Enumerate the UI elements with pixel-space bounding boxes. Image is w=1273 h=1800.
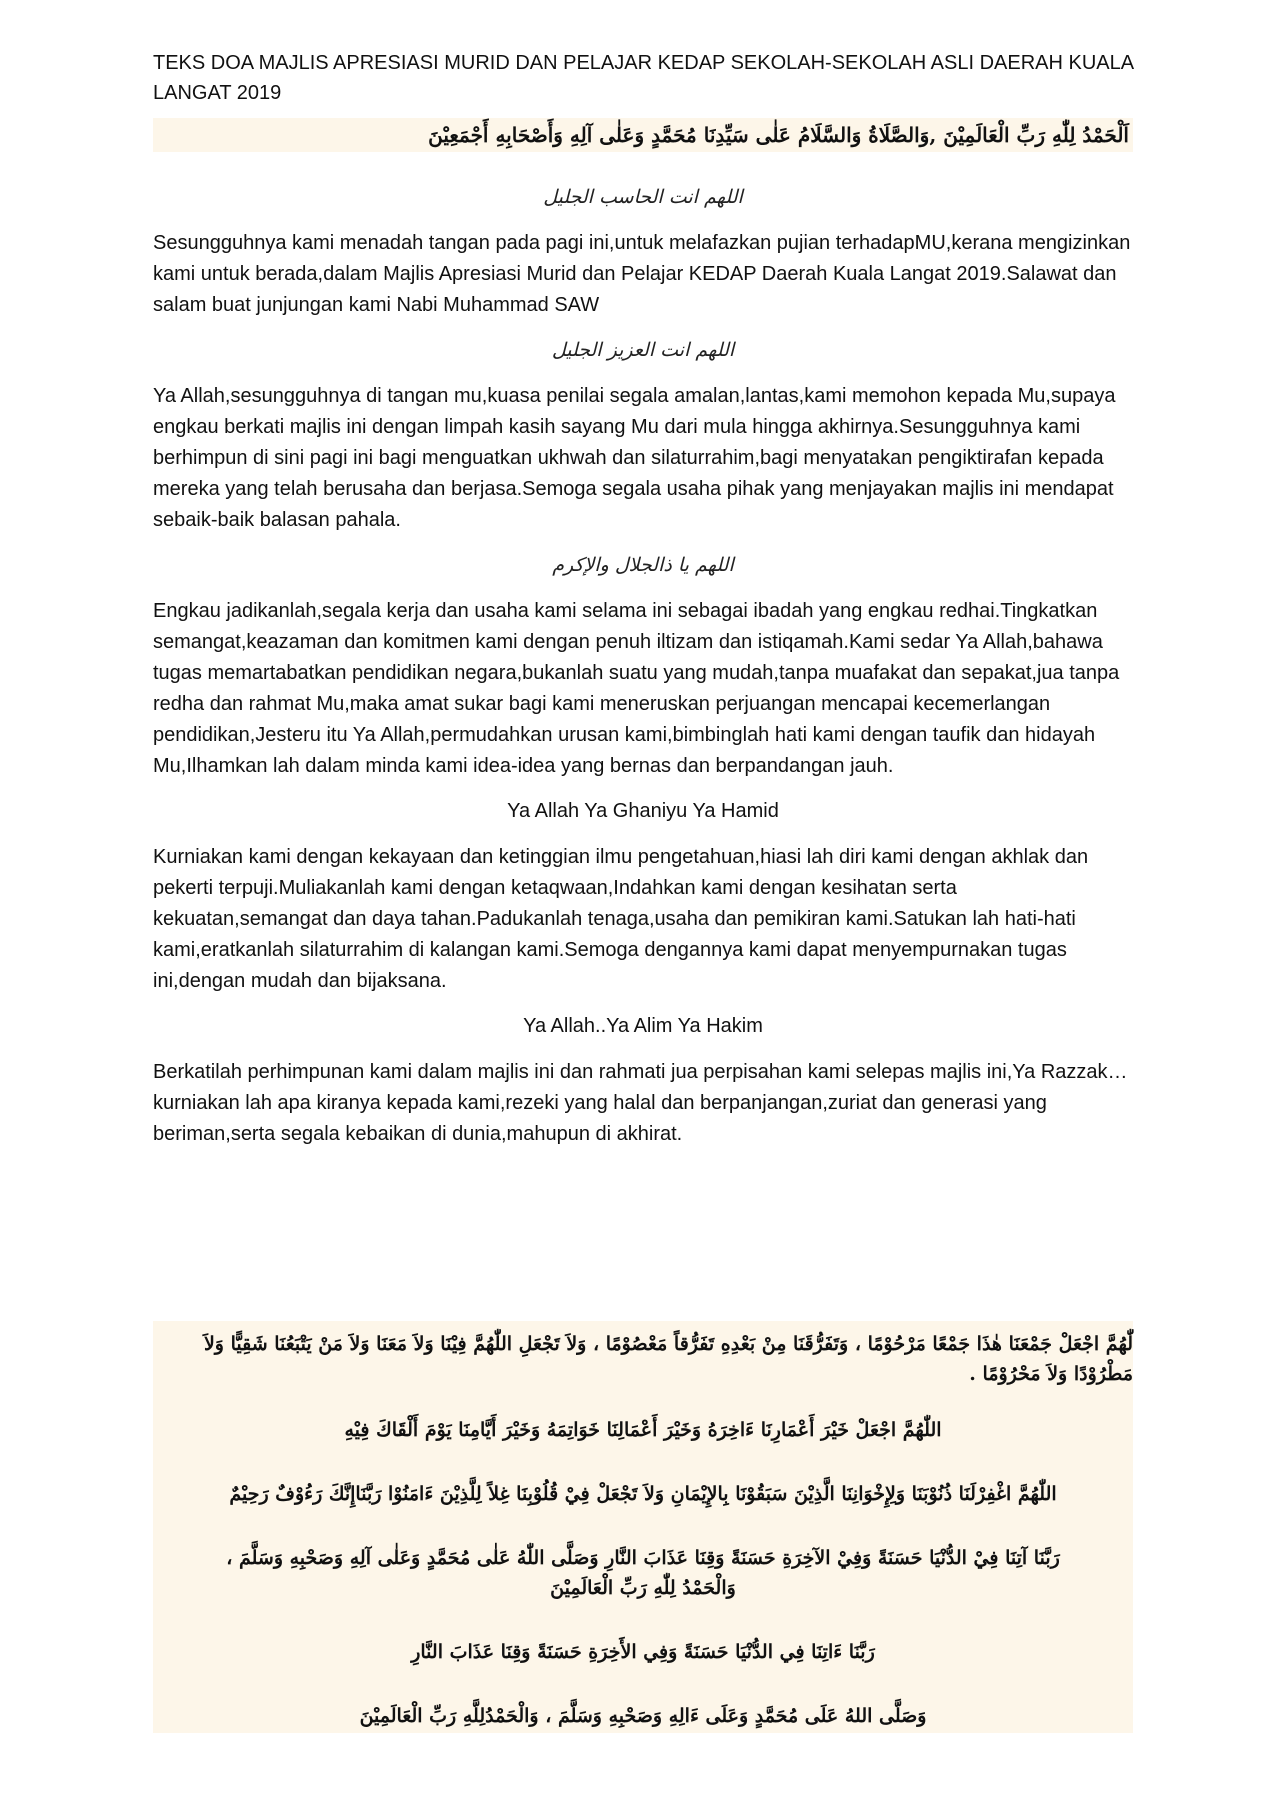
invocation-heading: اللهم انت الحاسب الجليل xyxy=(543,186,743,208)
closing-prayer-line: اللّٰهُمَّ اجْعَلْ خَيْرَ أَعْمَارِنَا ءَاخِرَهُ وَخَيْرَ أَعْمَالِنَا خَوَاتِمَهُ وَخَيْرَ أَيَّامِنَا يَوْمَ أَلْقَاكَ فِيْهِ xyxy=(344,1419,942,1441)
prayer-paragraph: Ya Allah,sesungguhnya di tangan mu,kuasa penilai segala amalan,lantas,kami memohon kepada Mu,supaya engkau berkati majlis ini dengan limpah kasih sayang Mu dari mula hingga akhirnya.Sesungguhnya kami berhimpun di sini pagi ini bagi menguatkan ukhwah dan silaturrahim,bagi menyatakan pengiktirafan kepada mereka yang telah berusaha dan berjasa.Semoga segala usaha pihak yang menjayakan majlis ini mendapat sebaik-baik balasan pahala. xyxy=(153,385,1116,531)
closing-prayer-line: رَبَّنَا آتِنَا فِيْ الدُّنْيَا حَسَنَةً وَفِيْ الآخِرَةِ حَسَنَةً وَقِنَا عَذَابَ النَّارِ وَصَلَّى اللّٰهُ عَلٰى مُحَمَّدٍ وَعَلٰى آلِهِ وَصَحْبِهِ وَسَلَّمَ ، xyxy=(226,1547,1060,1569)
closing-arabic-prayers xyxy=(153,1321,1133,1733)
document-page xyxy=(153,48,1133,1727)
closing-prayer-line: وَصَلَّى اللهُ عَلَى مُحَمَّدٍ وَعَلَى ءَالِهِ وَصَحْبِهِ وَسَلَّمَ ، وَالْحَمْدُلِلَّهِ رَبِّ الْعَالَمِيْنَ xyxy=(359,1705,927,1727)
closing-prayer-line: اللّٰهُمَّ اغْفِرْلَنَا ذُنُوْبَنَا وَلِإِخْوَانِنَا الَّذِيْنَ سَبَقُوْنَا بِالإِيْمَانِ وَلاَ تَجْعَلْ فِيْ قُلُوْبِنَا غِلاً لِلَّذِيْنَ ءَامَنُوْا رَبَّنَاإِنَّكَ رَءُوْفٌ رَحِيْمٌ xyxy=(229,1483,1057,1505)
prayer-paragraph: Engkau jadikanlah,segala kerja dan usaha kami selama ini sebagai ibadah yang engkau redhai.Tingkatkan semangat,keazaman dan komitmen kami dengan penuh iltizam dan istiqamah.Kami sedar Ya Allah,bahawa tugas memartabatkan pendidikan negara,bukanlah suatu yang mudah,tanpa muafakat dan sepakat,jua tanpa redha dan rahmat Mu,maka amat sukar bagi kami meneruskan perjuangan mencapai kecemerlangan pendidikan,Jesteru itu Ya Allah,permudahkan urusan kami,bimbinglah hati kami dengan taufik dan hidayah Mu,Ilhamkan lah dalam minda kami idea-idea yang bernas dan berpandangan jauh. xyxy=(153,600,1120,777)
closing-prayer-line: وَالْحَمْدُ لِلّٰهِ رَبِّ الْعَالَمِيْنَ xyxy=(550,1577,736,1599)
invocation-heading: اللهم انت العزيز الجليل xyxy=(551,339,735,361)
prayer-paragraph: Berkatilah perhimpunan kami dalam majlis ini dan rahmati jua perpisahan kami selepas majlis ini,Ya Razzak…kurniakan lah apa kiranya kepada kami,rezeki yang halal dan berpanjangan,zuriat dan generasi yang beriman,serta segala kebaikan di dunia,mahupun di akhirat. xyxy=(153,1061,1128,1145)
prayer-paragraph: Sesungguhnya kami menadah tangan pada pagi ini,untuk melafazkan pujian terhadapMU,kerana mengizinkan kami untuk berada,dalam Majlis Apresiasi Murid dan Pelajar KEDAP Daerah Kuala Langat 2019.Salawat dan salam buat junjungan kami Nabi Muhammad SAW xyxy=(153,232,1131,316)
closing-prayer-line: لّٰهُمَّ اجْعَلْ جَمْعَنَا هٰذَا جَمْعًا مَرْحُوْمًا ، وَتَفَرُّقَنَا مِنْ بَعْدِهِ تَفَرُّقاً مَعْصُوْمًا ، وَلاَ تَجْعَلِ اللّٰهُمَّ فِيْنَا وَلاَ مَعَنَا وَلاَ مَنْ يَتْبَعُنَا شَقِيًّا وَلاَ مَطْرُوْدًا وَلاَ مَحْرُوْمًا . xyxy=(203,1333,1133,1385)
prayer-paragraph: Kurniakan kami dengan kekayaan dan ketinggian ilmu pengetahuan,hiasi lah diri kami dengan akhlak dan pekerti terpuji.Muliakanlah kami dengan ketaqwaan,Indahkan kami dengan kesihatan serta kekuatan,semangat dan daya tahan.Padukanlah tenaga,usaha dan pemikiran kami.Satukan lah hati-hati kami,eratkanlah silaturrahim di kalangan kami.Semoga dengannya kami dapat menyempurnakan tugas ini,dengan mudah dan bijaksana. xyxy=(153,846,1089,992)
closing-prayer-line: رَبَّنَا ءَاتِنَا فِي الدُّنْيَا حَسَنَةً وَفِي الأَخِرَةِ حَسَنَةً وَقِنَا عَذَابَ النَّارِ xyxy=(411,1641,875,1663)
document-title: TEKS DOA MAJLIS APRESIASI MURID DAN PELAJAR KEDAP SEKOLAH-SEKOLAH ASLI DAERAH KUALA LANGAT 2019 xyxy=(153,52,1133,104)
invocation-heading: Ya Allah..Ya Alim Ya Hakim xyxy=(523,1015,763,1037)
invocation-heading: Ya Allah Ya Ghaniyu Ya Hamid xyxy=(507,800,779,822)
invocation-heading: اللهم يا ذالجلال والإكرم xyxy=(552,554,734,576)
opening-arabic-praise: اَلْحَمْدُ لِلّٰهِ رَبِّ الْعَالَمِيْنَ ,وَالصَّلَاةُ وَالسَّلَامُ عَلٰى سَيِّدِنَا مُحَمَّدٍ وَعَلٰى آلِهِ وَأَصْحَابِهِ أَجْمَعِيْنَ xyxy=(153,118,1133,152)
